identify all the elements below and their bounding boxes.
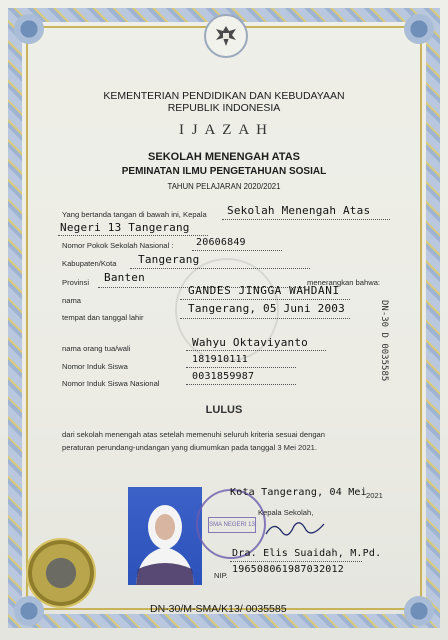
corner-ornament-icon — [14, 14, 44, 44]
dotted-line — [186, 367, 296, 368]
side-serial: DN-30 D 0035585 — [379, 300, 389, 382]
parent-value: Wahyu Oktaviyanto — [192, 336, 308, 349]
lulus-status: LULUS — [205, 404, 243, 416]
statement-line2: peraturan perundang-undangan yang diumumkan pada tanggal 3 Mei 2021. — [62, 443, 318, 452]
school-level: SEKOLAH MENENGAH ATAS — [148, 151, 300, 163]
city-label: Kabupaten/Kota — [62, 259, 117, 268]
signature-scribble-icon — [262, 516, 332, 542]
dotted-line — [222, 219, 390, 220]
signature-place-date: Kota Tangerang, 04 Mei — [230, 487, 367, 498]
stamp-text: SMA NEGERI 13 — [208, 517, 256, 533]
dotted-line — [186, 384, 296, 385]
birth-value: Tangerang, 05 Juni 2003 — [188, 302, 345, 315]
corner-ornament-icon — [404, 596, 434, 626]
nip-label: NIP. — [214, 571, 228, 580]
dotted-line — [180, 299, 350, 300]
npsn-label: Nomor Pokok Sekolah Nasional : — [62, 241, 174, 250]
nisn-value: 0031859987 — [192, 371, 255, 382]
nis-label: Nomor Induk Siswa — [62, 362, 128, 371]
serial-number: DN-30/M-SMA/K13/ 0035585 — [150, 603, 287, 615]
dotted-line — [180, 318, 350, 319]
document-title: I J A Z A H — [179, 122, 269, 138]
principal-value-1: Sekolah Menengah Atas — [227, 204, 371, 217]
city-value: Tangerang — [138, 253, 200, 266]
student-photo — [128, 487, 202, 585]
birth-label: tempat dan tanggal lahir — [62, 313, 144, 322]
signature-name: Dra. Elis Suaidah, M.Pd. — [232, 548, 382, 559]
province-label: Provinsi — [62, 278, 90, 287]
nip-value: 196508061987032012 — [232, 564, 344, 575]
ministry-line2: REPUBLIK INDONESIA — [167, 102, 281, 114]
parent-label: nama orang tua/wali — [62, 344, 131, 353]
principal-value-2: Negeri 13 Tangerang — [60, 221, 190, 234]
gold-hologram-seal-icon — [26, 538, 96, 608]
name-label: nama — [62, 296, 81, 305]
dotted-line — [130, 268, 310, 269]
ministry-line1: KEMENTERIAN PENDIDIKAN DAN KEBUDAYAAN — [103, 90, 345, 102]
nis-value: 181910111 — [192, 354, 248, 365]
dotted-line — [192, 250, 282, 251]
student-name: GANDES JINGGA WAHDANI — [188, 284, 340, 297]
dotted-line — [230, 561, 362, 562]
academic-year: TAHUN PELAJARAN 2020/2021 — [167, 182, 281, 191]
npsn-value: 20606849 — [196, 237, 246, 248]
principal-label: Yang bertanda tangan di bawah ini, Kepala — [62, 210, 207, 219]
signature-year: 2021 — [366, 491, 383, 500]
statement-line1: dari sekolah menengah atas setelah memenuhi seluruh kriteria sesuai dengan — [62, 430, 325, 439]
corner-ornament-icon — [404, 14, 434, 44]
nisn-label: Nomor Induk Siswa Nasional — [62, 379, 160, 388]
province-value: Banten — [104, 271, 145, 284]
program-title: PEMINATAN ILMU PENGETAHUAN SOSIAL — [121, 166, 327, 177]
dotted-line — [186, 350, 326, 351]
declares-text: menerangkan bahwa: — [307, 278, 381, 287]
dotted-line — [58, 235, 208, 236]
signature-role: Kepala Sekolah, — [258, 508, 314, 517]
garuda-emblem-icon — [204, 14, 248, 58]
